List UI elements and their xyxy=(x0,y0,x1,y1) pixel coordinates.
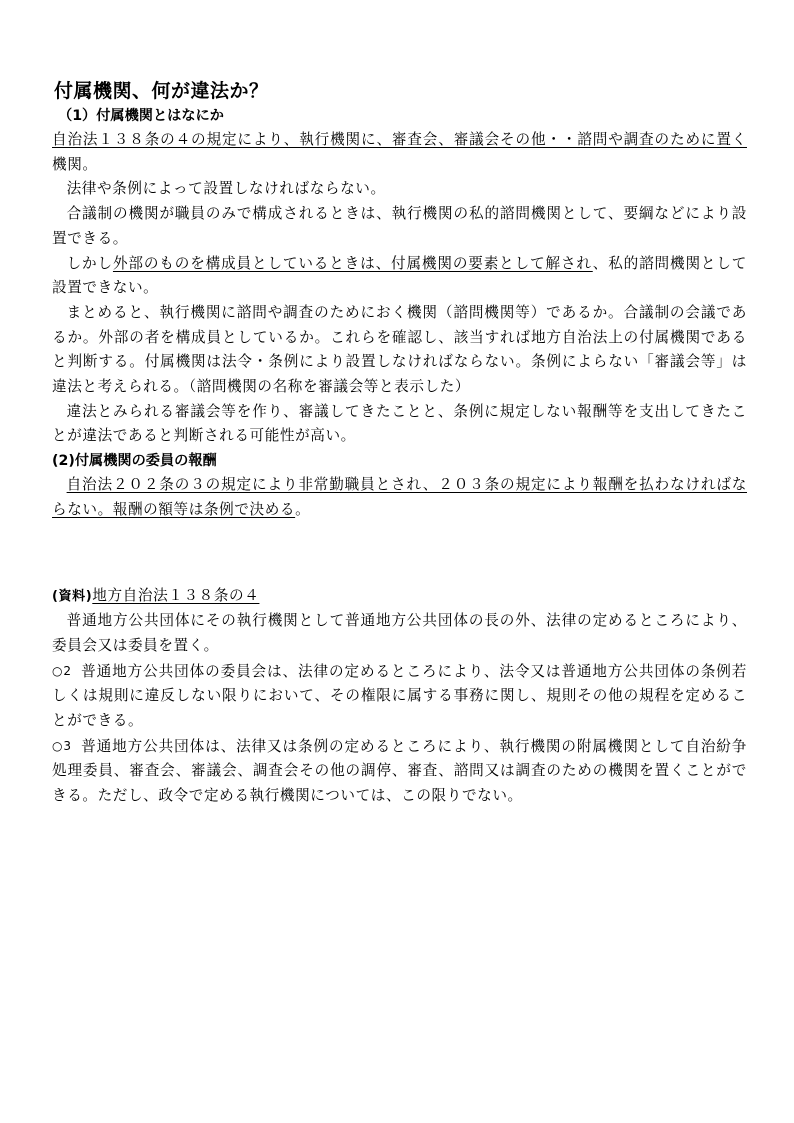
paragraph-text: 、私的諮問機関として設置できない。 xyxy=(52,254,747,297)
paragraph-text: 普通地方公共団体は、法律又は条例の定めるところにより、執行機関の附属機関として自治紛争処理委員、審査会、審議会、調査会その他の調停、審査、諮問又は調査のための機関を置くことができる。ただし、政令で定める執行機関については、この限りでない。 xyxy=(52,737,747,805)
spacer xyxy=(52,523,747,584)
item-marker: ○2 xyxy=(52,663,72,678)
underlined-text: 外部のものを構成員としているときは、付属機関の要素として解され xyxy=(112,254,593,272)
paragraph-text: 。 xyxy=(295,500,311,518)
paragraph-text: しかし xyxy=(66,254,113,272)
appendix-title: 地方自治法１３８条の４ xyxy=(92,586,260,604)
document-page xyxy=(52,78,747,809)
section2-heading: (2)付属機関の委員の報酬 xyxy=(52,453,217,470)
underlined-text: 自治法１３８条の４の規定により、執行機関に、審査会、審議会その他・・諮問や調査のために置く xyxy=(52,131,747,148)
section1-heading: （1）付属機関とはなにか xyxy=(58,108,224,124)
section1-paragraph-4 xyxy=(52,252,747,301)
section1-paragraph-1 xyxy=(52,128,747,177)
section1-paragraph-6: 違法とみられる審議会等を作り、審議してきたことと、条例に規定しない報酬等を支出してきたことが違法であると判断される可能性が高い。 xyxy=(52,402,747,445)
section2-paragraph-1 xyxy=(52,473,747,522)
paragraph-text: 機関。 xyxy=(52,155,98,173)
section1-paragraph-3: 合議制の機関が職員のみで構成されるときは、執行機関の私的諮問機関として、要綱などにより設置できる。 xyxy=(52,205,747,247)
appendix-heading xyxy=(52,584,747,610)
section1-paragraph-2: 法律や条例によって設置しなければならない。 xyxy=(66,180,386,198)
appendix-paragraph-3 xyxy=(52,734,747,809)
underlined-text: 自治法２０２条の３の規定により非常勤職員とされ、２０３条の規定により報酬を払わなければならない。報酬の額等は条例で決める xyxy=(52,476,747,518)
item-marker: ○3 xyxy=(52,738,72,753)
paragraph-text: 普通地方公共団体の委員会は、法律の定めるところにより、法令又は普通地方公共団体の条例若しくは規則に違反しない限りにおいて、その権限に属する事務に関し、規則その他の規程を定めることができる。 xyxy=(52,662,747,730)
appendix-paragraph-1: 普通地方公共団体にその執行機関として普通地方公共団体の長の外、法律の定めるところにより、委員会又は委員を置く。 xyxy=(52,612,747,654)
appendix-label: (資料) xyxy=(52,588,93,604)
page-title: 付属機関、何が違法か？ xyxy=(54,80,269,102)
appendix-paragraph-2 xyxy=(52,659,747,734)
section1-paragraph-5: まとめると、執行機関に諮問や調査のためにおく機関（諮問機関等）であるか。合議制の会議であるか。外部の者を構成員としているか。これらを確認し、該当すれば地方自治法上の付属機関であると判断する。付属機関は法令・条例により設置しなければならない。条例によらない「審議会等」は違法と考えられる。（諮問機関の名称を審議会等と表示した） xyxy=(52,303,747,396)
